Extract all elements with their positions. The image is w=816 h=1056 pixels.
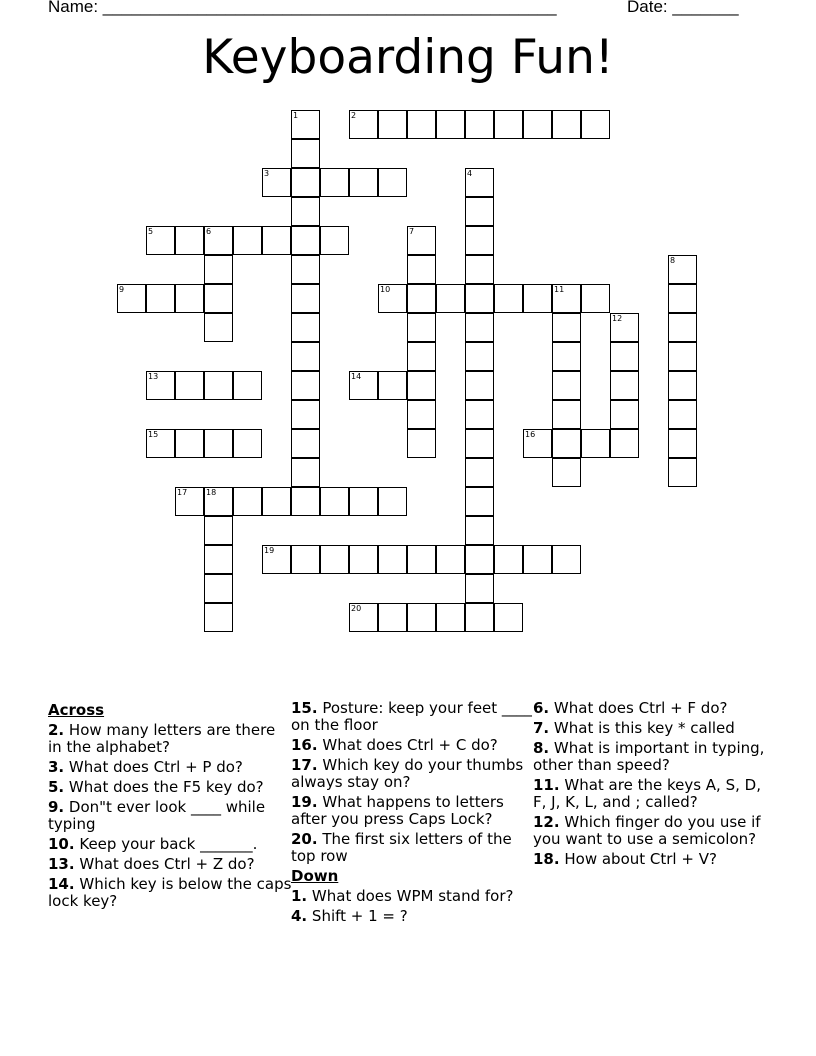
grid-cell[interactable] bbox=[349, 603, 378, 632]
grid-cell[interactable] bbox=[349, 371, 378, 400]
grid-cell[interactable] bbox=[262, 545, 291, 574]
grid-cell[interactable] bbox=[291, 139, 320, 168]
grid-cell[interactable] bbox=[378, 110, 407, 139]
grid-cell[interactable] bbox=[378, 168, 407, 197]
clues-column-2 bbox=[291, 700, 536, 928]
grid-cell[interactable] bbox=[291, 110, 320, 139]
grid-cell[interactable] bbox=[668, 284, 697, 313]
grid-cell[interactable] bbox=[465, 313, 494, 342]
grid-cell[interactable] bbox=[175, 429, 204, 458]
grid-cell[interactable] bbox=[291, 284, 320, 313]
grid-cell[interactable] bbox=[262, 168, 291, 197]
grid-cell[interactable] bbox=[204, 487, 233, 516]
clue-across-15: 15. Posture: keep your feet ____ on the floor bbox=[291, 699, 532, 734]
grid-cell[interactable] bbox=[175, 371, 204, 400]
grid-cell[interactable] bbox=[523, 545, 552, 574]
clue-down-1: 1. What does WPM stand for? bbox=[291, 887, 514, 905]
grid-cell[interactable] bbox=[668, 458, 697, 487]
grid-cell[interactable] bbox=[436, 110, 465, 139]
grid-cell[interactable] bbox=[552, 545, 581, 574]
grid-cell[interactable] bbox=[610, 371, 639, 400]
grid-cell[interactable] bbox=[552, 429, 581, 458]
clue-across-3: 3. What does Ctrl + P do? bbox=[48, 758, 243, 776]
clue-down-7: 7. What is this key * called bbox=[533, 719, 735, 737]
grid-cell[interactable] bbox=[291, 487, 320, 516]
grid-cell[interactable] bbox=[436, 603, 465, 632]
clue-down-8: 8. What is important in typing, other than speed? bbox=[533, 739, 765, 774]
clue-down-11: 11. What are the keys A, S, D, F, J, K, L, and ; called? bbox=[533, 776, 761, 811]
grid-cell[interactable] bbox=[407, 110, 436, 139]
grid-cell[interactable] bbox=[407, 255, 436, 284]
grid-cell[interactable] bbox=[668, 313, 697, 342]
grid-cell[interactable] bbox=[523, 284, 552, 313]
grid-cell[interactable] bbox=[291, 545, 320, 574]
name-field[interactable]: Name: ________________________________________________ bbox=[48, 0, 557, 16]
grid-cell[interactable] bbox=[378, 487, 407, 516]
grid-cell[interactable] bbox=[233, 371, 262, 400]
clue-number: 9 bbox=[119, 285, 125, 294]
grid-cell[interactable] bbox=[465, 429, 494, 458]
grid-cell[interactable] bbox=[378, 284, 407, 313]
grid-cell[interactable] bbox=[668, 429, 697, 458]
grid-cell[interactable] bbox=[349, 168, 378, 197]
clue-down-6: 6. What does Ctrl + F do? bbox=[533, 699, 728, 717]
clue-number: 1 bbox=[293, 111, 299, 120]
grid-cell[interactable] bbox=[204, 603, 233, 632]
grid-cell[interactable] bbox=[494, 110, 523, 139]
clue-number: 20 bbox=[351, 604, 362, 613]
grid-cell[interactable] bbox=[146, 371, 175, 400]
grid-cell[interactable] bbox=[523, 110, 552, 139]
grid-cell[interactable] bbox=[610, 342, 639, 371]
grid-cell[interactable] bbox=[465, 226, 494, 255]
grid-cell[interactable] bbox=[523, 429, 552, 458]
grid-cell[interactable] bbox=[407, 429, 436, 458]
clue-number: 15 bbox=[148, 430, 159, 439]
grid-cell[interactable] bbox=[552, 342, 581, 371]
grid-cell[interactable] bbox=[407, 226, 436, 255]
clue-number: 19 bbox=[264, 546, 275, 555]
grid-cell[interactable] bbox=[552, 313, 581, 342]
grid-cell[interactable] bbox=[465, 168, 494, 197]
grid-cell[interactable] bbox=[407, 342, 436, 371]
clue-across-13: 13. What does Ctrl + Z do? bbox=[48, 855, 255, 873]
grid-cell[interactable] bbox=[465, 284, 494, 313]
clue-number: 8 bbox=[670, 256, 676, 265]
grid-cell[interactable] bbox=[291, 429, 320, 458]
grid-cell[interactable] bbox=[378, 545, 407, 574]
grid-cell[interactable] bbox=[291, 168, 320, 197]
grid-cell[interactable] bbox=[494, 603, 523, 632]
grid-cell[interactable] bbox=[552, 458, 581, 487]
clue-across-16: 16. What does Ctrl + C do? bbox=[291, 736, 498, 754]
grid-cell[interactable] bbox=[407, 371, 436, 400]
grid-cell[interactable] bbox=[175, 487, 204, 516]
grid-cell[interactable] bbox=[175, 226, 204, 255]
grid-cell[interactable] bbox=[668, 342, 697, 371]
grid-cell[interactable] bbox=[204, 429, 233, 458]
grid-cell[interactable] bbox=[465, 487, 494, 516]
grid-cell[interactable] bbox=[436, 284, 465, 313]
grid-cell[interactable] bbox=[291, 371, 320, 400]
grid-cell[interactable] bbox=[581, 284, 610, 313]
grid-cell[interactable] bbox=[378, 371, 407, 400]
grid-cell[interactable] bbox=[349, 545, 378, 574]
grid-cell[interactable] bbox=[668, 371, 697, 400]
grid-cell[interactable] bbox=[320, 487, 349, 516]
grid-cell[interactable] bbox=[610, 400, 639, 429]
grid-cell[interactable] bbox=[668, 400, 697, 429]
grid-cell[interactable] bbox=[204, 284, 233, 313]
grid-cell[interactable] bbox=[407, 603, 436, 632]
grid-cell[interactable] bbox=[291, 458, 320, 487]
clue-across-20: 20. The first six letters of the top row bbox=[291, 830, 512, 865]
grid-cell[interactable] bbox=[291, 226, 320, 255]
grid-cell[interactable] bbox=[378, 603, 407, 632]
grid-cell[interactable] bbox=[204, 516, 233, 545]
across-heading: Across bbox=[48, 701, 105, 719]
clue-number: 6 bbox=[206, 227, 212, 236]
clue-number: 13 bbox=[148, 372, 159, 381]
grid-cell[interactable] bbox=[465, 110, 494, 139]
clue-number: 16 bbox=[525, 430, 536, 439]
clue-across-9: 9. Don"t ever look ____ while typing bbox=[48, 798, 266, 833]
grid-cell[interactable] bbox=[552, 371, 581, 400]
grid-cell[interactable] bbox=[262, 226, 291, 255]
grid-cell[interactable] bbox=[291, 197, 320, 226]
grid-cell[interactable] bbox=[465, 603, 494, 632]
grid-cell[interactable] bbox=[552, 400, 581, 429]
clue-number: 7 bbox=[409, 227, 415, 236]
clue-number: 5 bbox=[148, 227, 154, 236]
clue-across-19: 19. What happens to letters after you press Caps Lock? bbox=[291, 793, 504, 828]
grid-cell[interactable] bbox=[175, 284, 204, 313]
grid-cell[interactable] bbox=[233, 226, 262, 255]
grid-cell[interactable] bbox=[146, 429, 175, 458]
grid-cell[interactable] bbox=[291, 313, 320, 342]
grid-cell[interactable] bbox=[407, 284, 436, 313]
grid-cell[interactable] bbox=[204, 574, 233, 603]
clues-column-1 bbox=[48, 700, 293, 913]
clue-down-18: 18. How about Ctrl + V? bbox=[533, 850, 717, 868]
clue-number: 18 bbox=[206, 488, 217, 497]
clue-number: 2 bbox=[351, 111, 357, 120]
grid-cell[interactable] bbox=[262, 487, 291, 516]
grid-cell[interactable] bbox=[465, 255, 494, 284]
grid-cell[interactable] bbox=[349, 487, 378, 516]
clue-across-5: 5. What does the F5 key do? bbox=[48, 778, 264, 796]
grid-cell[interactable] bbox=[465, 400, 494, 429]
grid-cell[interactable] bbox=[668, 255, 697, 284]
grid-cell[interactable] bbox=[552, 110, 581, 139]
grid-cell[interactable] bbox=[233, 429, 262, 458]
clue-number: 14 bbox=[351, 372, 362, 381]
grid-cell[interactable] bbox=[465, 371, 494, 400]
grid-cell[interactable] bbox=[117, 284, 146, 313]
grid-cell[interactable] bbox=[581, 110, 610, 139]
clue-number: 17 bbox=[177, 488, 188, 497]
grid-cell[interactable] bbox=[610, 313, 639, 342]
clue-down-12: 12. Which finger do you use if you want to use a semicolon? bbox=[533, 813, 761, 848]
grid-cell[interactable] bbox=[610, 429, 639, 458]
grid-cell[interactable] bbox=[146, 226, 175, 255]
grid-cell[interactable] bbox=[291, 400, 320, 429]
grid-cell[interactable] bbox=[204, 371, 233, 400]
date-field[interactable]: Date: _______ bbox=[627, 0, 739, 16]
grid-cell[interactable] bbox=[320, 226, 349, 255]
grid-cell[interactable] bbox=[233, 487, 262, 516]
grid-cell[interactable] bbox=[407, 313, 436, 342]
grid-cell[interactable] bbox=[465, 458, 494, 487]
grid-cell[interactable] bbox=[581, 429, 610, 458]
clue-down-4: 4. Shift + 1 = ? bbox=[291, 907, 408, 925]
grid-cell[interactable] bbox=[204, 226, 233, 255]
clue-number: 3 bbox=[264, 169, 270, 178]
grid-cell[interactable] bbox=[465, 342, 494, 371]
clues-column-3 bbox=[533, 700, 778, 871]
grid-cell[interactable] bbox=[465, 574, 494, 603]
grid-cell[interactable] bbox=[291, 342, 320, 371]
clue-across-2: 2. How many letters are there in the alphabet? bbox=[48, 721, 276, 756]
grid-cell[interactable] bbox=[552, 284, 581, 313]
grid-cell[interactable] bbox=[494, 284, 523, 313]
grid-cell[interactable] bbox=[291, 255, 320, 284]
grid-cell[interactable] bbox=[204, 313, 233, 342]
grid-cell[interactable] bbox=[436, 545, 465, 574]
grid-cell[interactable] bbox=[349, 110, 378, 139]
grid-cell[interactable] bbox=[146, 284, 175, 313]
grid-cell[interactable] bbox=[407, 400, 436, 429]
clue-across-14: 14. Which key is below the caps lock key? bbox=[48, 875, 292, 910]
clue-across-17: 17. Which key do your thumbs always stay on? bbox=[291, 756, 524, 791]
clue-number: 12 bbox=[612, 314, 623, 323]
grid-cell[interactable] bbox=[465, 516, 494, 545]
clue-number: 10 bbox=[380, 285, 391, 294]
clue-number: 11 bbox=[554, 285, 565, 294]
grid-cell[interactable] bbox=[320, 168, 349, 197]
clue-across-10: 10. Keep your back _______. bbox=[48, 835, 258, 853]
grid-cell[interactable] bbox=[465, 197, 494, 226]
clue-number: 4 bbox=[467, 169, 473, 178]
down-heading: Down bbox=[291, 867, 339, 885]
grid-cell[interactable] bbox=[320, 545, 349, 574]
grid-cell[interactable] bbox=[494, 545, 523, 574]
grid-cell[interactable] bbox=[204, 545, 233, 574]
page-title: Keyboarding Fun! bbox=[202, 30, 614, 85]
grid-cell[interactable] bbox=[407, 545, 436, 574]
grid-cell[interactable] bbox=[204, 255, 233, 284]
grid-cell[interactable] bbox=[465, 545, 494, 574]
